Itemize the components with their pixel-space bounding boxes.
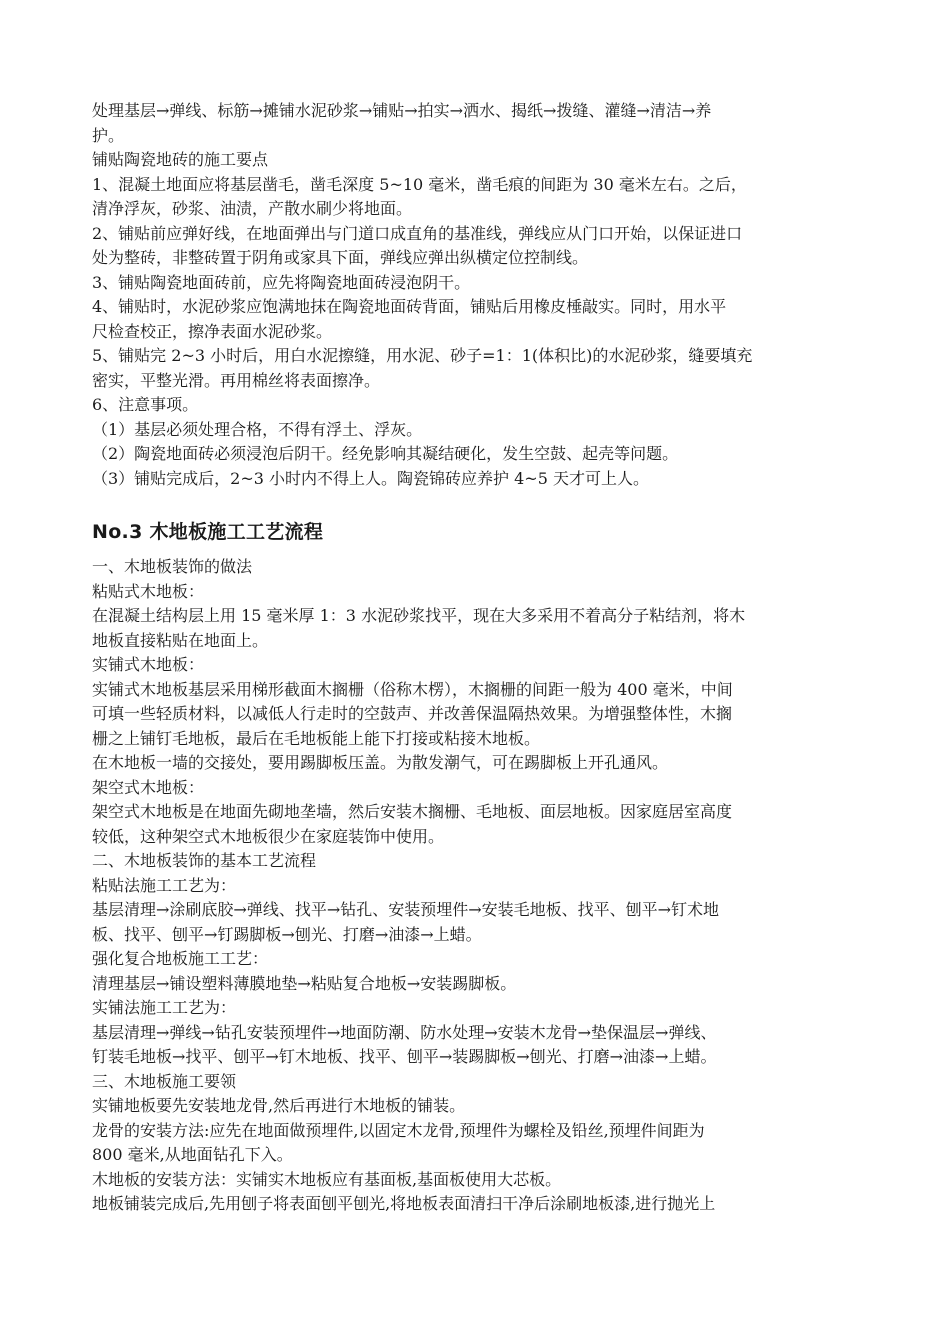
- tile-note-3: （3）铺贴完成后，2~3 小时内不得上人。陶瓷锦砖应养护 4~5 天才可上人。: [92, 468, 649, 488]
- wood-glue-text: 在混凝土结构层上用 15 毫米厚 1：3 水泥砂浆找平，现在大多采用不着高分子粘结剂，将木: [92, 606, 746, 625]
- wood-raised-text-1: 架空式木地板是在地面先砌地垄墙，然后安装木搁栅、毛地板、面层地板。因家庭居室高度: [92, 802, 733, 821]
- wood-solid-title: 实铺式木地板：: [92, 655, 205, 674]
- wood-solid-proc-1: 基层清理→弹线→钻孔安装预埋件→地面防潮、防水处理→安装木龙骨→垫保温层→弹线、: [92, 1022, 717, 1042]
- wood-solid-text-4: 在木地板一墙的交接处，要用踢脚板压盖。为散发潮气，可在踢脚板上开孔通风。: [92, 753, 669, 772]
- tile-point-5: 5、铺贴完 2~3 小时后，用白水泥擦缝，用水泥、砂子=1：1(体积比)的水泥砂浆，缝要填充: [92, 346, 753, 365]
- wood-board-method: 木地板的安装方法：实铺实木地板应有基面板,基面板使用大芯板。: [92, 1169, 562, 1189]
- wood-s1-title: 一、木地板装饰的做法: [92, 557, 253, 576]
- wood-composite-title: 强化复合地板施工工艺：: [92, 949, 269, 968]
- wood-solid-proc-title: 实铺法施工工艺为：: [92, 998, 237, 1017]
- tile-point-1-cont: 清净浮灰，砂浆、油渍，产散水刷少将地面。: [92, 199, 413, 218]
- wood-solid-proc-2: 钉装毛地板→找平、刨平→钉木地板、找平、刨平→装踢脚板→刨光、打磨→油漆→上蜡。: [92, 1047, 717, 1066]
- wood-glue-title: 粘贴式木地板：: [92, 581, 205, 601]
- tile-point-4-cont: 尺检查校正，擦净表面水泥砂浆。: [92, 321, 333, 341]
- tile-note-2: （2）陶瓷地面砖必须浸泡后阴干。经免影响其凝结硬化，发生空鼓、起壳等问题。: [92, 444, 679, 463]
- wood-glue-proc-2: 板、找平、刨平→钉踢脚板→刨光、打磨→油漆→上蜡。: [92, 924, 482, 944]
- wood-raised-text-2: 较低，这种架空式木地板很少在家庭装饰中使用。: [92, 826, 445, 846]
- wood-s2-title: 二、木地板装饰的基本工艺流程: [92, 851, 317, 870]
- tile-note-1: （1）基层必须处理合格，不得有浮土、浮灰。: [92, 419, 423, 439]
- tile-process-flow: 处理基层→弹线、标筋→摊铺水泥砂浆→铺贴→拍实→洒水、揭纸→拨缝、灌缝→清洁→养: [92, 101, 712, 120]
- wood-raised-title: 架空式木地板：: [92, 777, 205, 797]
- wood-glue-proc-1: 基层清理→涂刷底胶→弹线、找平→钻孔、安装预埋件→安装毛地板、找平、刨平→钉术地: [92, 900, 720, 919]
- wood-finish-text: 地板铺装完成后,先用刨子将表面刨平刨光,将地板表面清扫干净后涂刷地板漆,进行抛光上: [92, 1194, 716, 1213]
- tile-point-1: 1、混凝土地面应将基层凿毛，凿毛深度 5~10 毫米，凿毛痕的间距为 30 毫米左右。之后，: [92, 174, 747, 194]
- section-heading-wood-floor: No.3 木地板施工工艺流程: [92, 521, 324, 543]
- tile-point-3: 3、铺贴陶瓷地面砖前，应先将陶瓷地面砖浸泡阴干。: [92, 272, 471, 292]
- wood-keel-method-1: 龙骨的安装方法:应先在地面做预埋件,以固定木龙骨,预埋件为螺栓及铅丝,预埋件间距为: [92, 1120, 705, 1140]
- wood-solid-text-1: 实铺式木地板基层采用梯形截面木搁栅（俗称木楞），木搁栅的间距一般为 400 毫米，中间: [92, 679, 733, 699]
- wood-s3-title: 三、木地板施工要领: [92, 1071, 237, 1091]
- tile-point-2-cont: 处为整砖，非整砖置于阴角或家具下面，弹线应弹出纵横定位控制线。: [92, 248, 589, 267]
- tile-point-4: 4、铺贴时，水泥砂浆应饱满地抹在陶瓷地面砖背面，铺贴后用橡皮棰敲实。同时，用水平: [92, 297, 727, 316]
- tile-process-flow-cont: 护。: [92, 125, 125, 145]
- document-page: [92, 99, 862, 1217]
- wood-keel-first: 实铺地板要先安装地龙骨,然后再进行木地板的铺装。: [92, 1096, 466, 1115]
- tile-point-6: 6、注意事项。: [92, 395, 199, 414]
- wood-solid-text-2: 可填一些轻质材料，以减低人行走时的空鼓声、并改善保温隔热效果。为增强整体性，木搁: [92, 704, 733, 723]
- tile-point-5-cont: 密实，平整光滑。再用棉丝将表面擦净。: [92, 370, 381, 390]
- wood-glue-text-cont: 地板直接粘贴在地面上。: [92, 630, 269, 650]
- wood-glue-proc-title: 粘贴法施工工艺为：: [92, 875, 237, 895]
- wood-solid-text-3: 栅之上铺钉毛地板，最后在毛地板能上能下打接或粘接木地板。: [92, 728, 541, 748]
- tile-points-title: 铺贴陶瓷地砖的施工要点: [92, 150, 269, 169]
- wood-keel-method-2: 800 毫米,从地面钻孔下入。: [92, 1145, 293, 1164]
- tile-point-2: 2、铺贴前应弹好线，在地面弹出与门道口成直角的基准线，弹线应从门口开始，以保证进口: [92, 223, 743, 243]
- wood-composite-proc: 清理基层→铺设塑料薄膜地垫→粘贴复合地板→安装踢脚板。: [92, 973, 517, 993]
